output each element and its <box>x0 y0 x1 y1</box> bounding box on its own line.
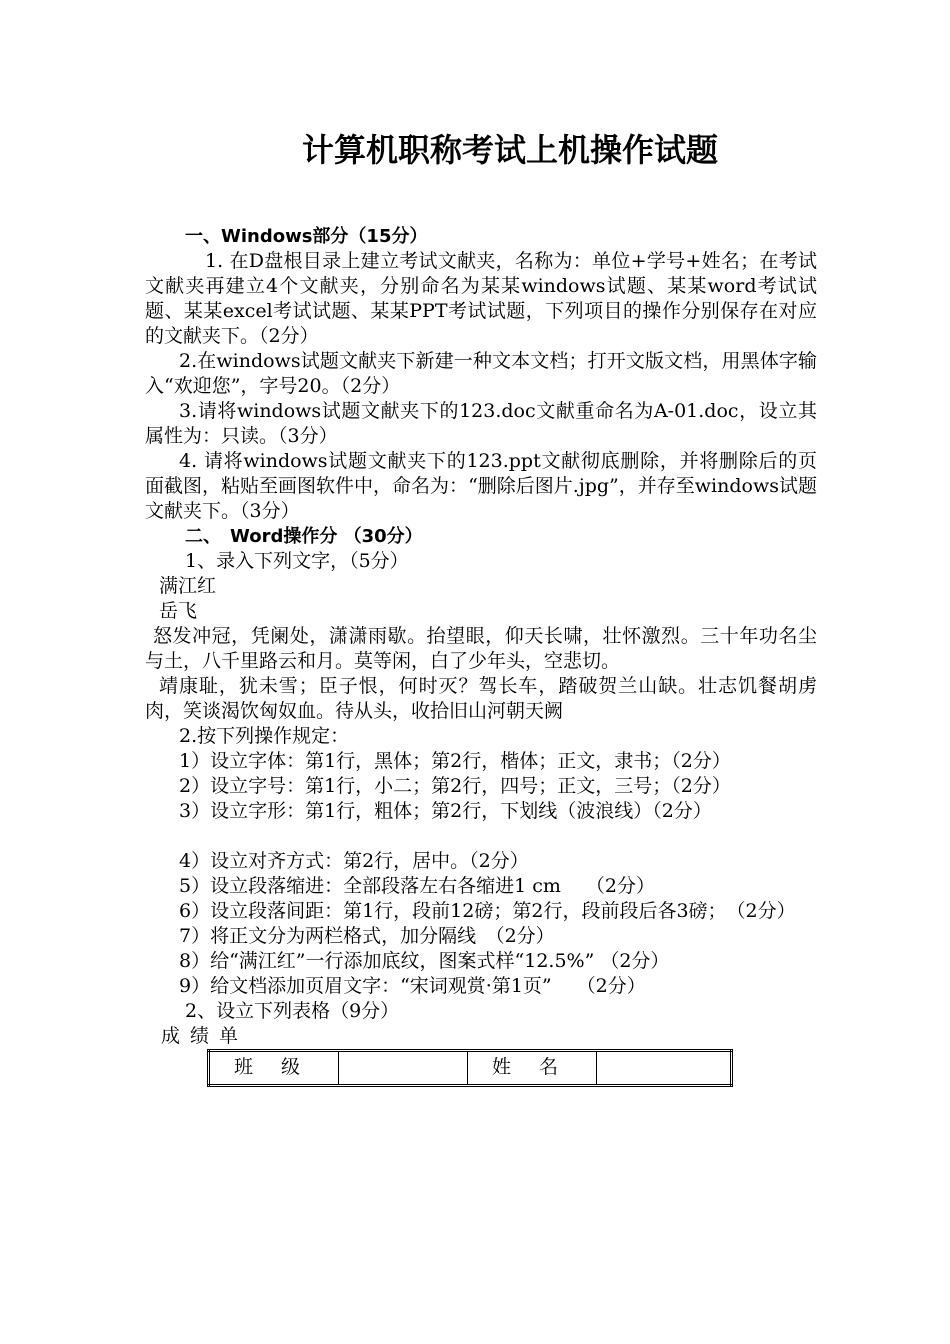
score-table <box>207 1049 733 1087</box>
question-2: 2.在windows试题文献夹下新建一种文本文档；打开文版文档，用黑体字输入“欢迎您”，字号20。（2分） <box>145 350 817 397</box>
table-cell-class-value <box>339 1051 468 1086</box>
question-3: 3.请将windows试题文献夹下的123.doc文献重命名为A-01.doc，设立其属性为：只读。（3分） <box>145 400 817 447</box>
operation-9: 9）给文档添加页眉文字：“宋词观赏·第1页” （2分） <box>179 975 646 997</box>
word-question-1: 1、录入下列文字，（5分） <box>185 550 409 572</box>
question-4: 4. 请将windows试题文献夹下的123.ppt文献彻底删除，并将删除后的页面截图，粘贴至画图软件中，命名为：“删除后图片.jpg”，并存至windows试题文献夹下。（3分） <box>145 450 817 522</box>
table-caption: 成绩单 <box>161 1025 249 1047</box>
operation-6: 6）设立段落间距：第1行，段前12磅；第2行，段前段后各3磅； （2分） <box>179 900 796 922</box>
poem-paragraph-2: 靖康耻，犹未雪；臣子恨，何时灭？驾长车，踏破贺兰山缺。壮志饥餐胡虏肉，笑谈渴饮匈奴血。待从头，收拾旧山河朝天阙 <box>145 675 817 722</box>
poem-title: 满江红 <box>159 575 217 597</box>
operation-5: 5）设立段落缩进：全部段落左右各缩进1 cm （2分） <box>179 875 656 897</box>
section-heading-windows: 一、Windows部分（15分） <box>185 226 428 247</box>
word-question-2: 2.按下列操作规定： <box>179 725 350 747</box>
operation-8: 8）给“满江红”一行添加底纹，图案式样“12.5%” （2分） <box>179 950 670 972</box>
operation-3: 3）设立字形：第1行，粗体；第2行，下划线（波浪线）（2分） <box>179 800 712 822</box>
word-question-3: 2、设立下列表格（9分） <box>185 1000 400 1022</box>
table-cell-name-label: 姓名 <box>468 1051 597 1086</box>
operation-7: 7）将正文分为两栏格式，加分隔线 （2分） <box>179 925 555 947</box>
operation-2: 2）设立字号：第1行，小二；第2行，四号；正文，三号；（2分） <box>179 775 731 797</box>
table-cell-name-value <box>597 1051 732 1086</box>
poem-paragraph-1: 怒发冲冠，凭阑处，潇潇雨歇。抬望眼，仰天长啸，壮怀激烈。三十年功名尘与土，八千里路云和月。莫等闲，白了少年头，空悲切。 <box>145 625 817 672</box>
page-title: 计算机职称考试上机操作试题 <box>301 131 718 169</box>
operation-1: 1）设立字体：第1行，黑体；第2行，楷体；正文，隶书；（2分） <box>179 750 731 772</box>
blank-line <box>145 824 817 849</box>
question-1: 1. 在D盘根目录上建立考试文献夹，名称为：单位+学号+姓名；在考试文献夹再建立4个文献夹，分别命名为某某windows试题、某某word考试试题、某某excel考试试题、某某PPT考试试题，下列项目的操作分别保存在对应的文献夹下。（2分） <box>145 250 817 347</box>
table-cell-class-label: 班级 <box>209 1051 339 1086</box>
table-row <box>209 1051 732 1086</box>
poem-author: 岳飞 <box>159 600 198 622</box>
document-body <box>145 224 817 1087</box>
operation-4: 4）设立对齐方式：第2行，居中。（2分） <box>179 850 529 872</box>
section-heading-word: 二、 Word操作分 （30分） <box>185 526 423 547</box>
